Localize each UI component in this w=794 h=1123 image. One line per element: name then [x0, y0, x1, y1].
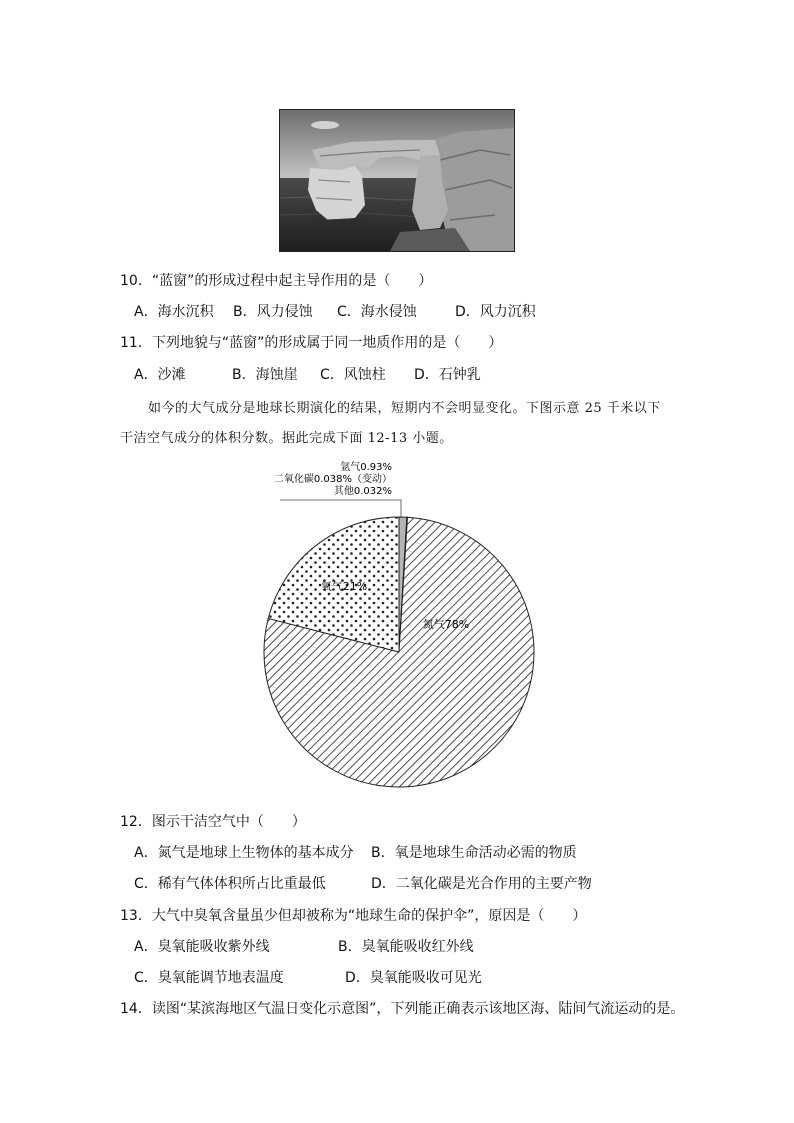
q11-option-b: B．海蚀崖: [232, 367, 298, 383]
q11-option-d: D．石钟乳: [414, 367, 481, 383]
q10-option-b: B．风力侵蚀: [233, 304, 313, 320]
intro-line-2: 干洁空气成分的体积分数。据此完成下面 12-13 小题。: [120, 431, 453, 446]
sea-arch-icon: [280, 110, 514, 251]
q10-option-a: A．海水沉积: [134, 304, 214, 320]
q12-option-c: C．稀有气体体积所占比重最低: [134, 876, 326, 892]
question-11-stem: 11．下列地貌与“蓝窗”的形成属于同一地质作用的是（ ）: [120, 335, 503, 351]
pie-label-other: 其他0.032%: [333, 486, 392, 497]
intro-line-1: 如今的大气成分是地球长期演化的结果，短期内不会明显变化。下图示意 25 千米以下: [148, 401, 661, 416]
q13-option-b: B．臭氧能吸收红外线: [338, 939, 474, 955]
pie-label-co2: 二氧化碳0.038%（变动）: [273, 474, 392, 485]
pie-label-argon: 氩气0.93%: [340, 462, 392, 473]
question-13-stem: 13．大气中臭氧含量虽少但却被称为“地球生命的保护伞”，原因是（ ）: [120, 908, 587, 924]
q10-option-d: D．风力沉积: [455, 304, 536, 320]
question-12-stem: 12．图示干洁空气中（ ）: [120, 814, 306, 830]
q13-option-c: C．臭氧能调节地表温度: [134, 970, 284, 986]
q11-option-a: A．沙滩: [134, 367, 186, 383]
pie-label-oxygen: 氧气21%: [320, 580, 368, 593]
q11-option-c: C．风蚀柱: [320, 367, 386, 383]
question-10-stem: 10．“蓝窗”的形成过程中起主导作用的是（ ）: [120, 273, 433, 289]
q13-option-a: A．臭氧能吸收紫外线: [134, 939, 270, 955]
air-composition-pie-chart: [250, 452, 550, 792]
question-14-stem: 14．读图“某滨海地区气温日变化示意图”，下列能正确表示该地区海、陆间气流运动的是。: [120, 1001, 685, 1017]
pie-label-nitrogen: 氮气78%: [422, 618, 470, 631]
q12-option-a: A．氮气是地球上生物体的基本成分: [134, 845, 354, 861]
q12-option-d: D．二氧化碳是光合作用的主要产物: [371, 876, 592, 892]
q12-option-b: B．氧是地球生命活动必需的物质: [371, 845, 577, 861]
q10-option-c: C．海水侵蚀: [337, 304, 417, 320]
q13-option-d: D．臭氧能吸收可见光: [345, 970, 482, 986]
sea-arch-photo: [279, 109, 515, 252]
pie-leader-line: [280, 500, 401, 518]
